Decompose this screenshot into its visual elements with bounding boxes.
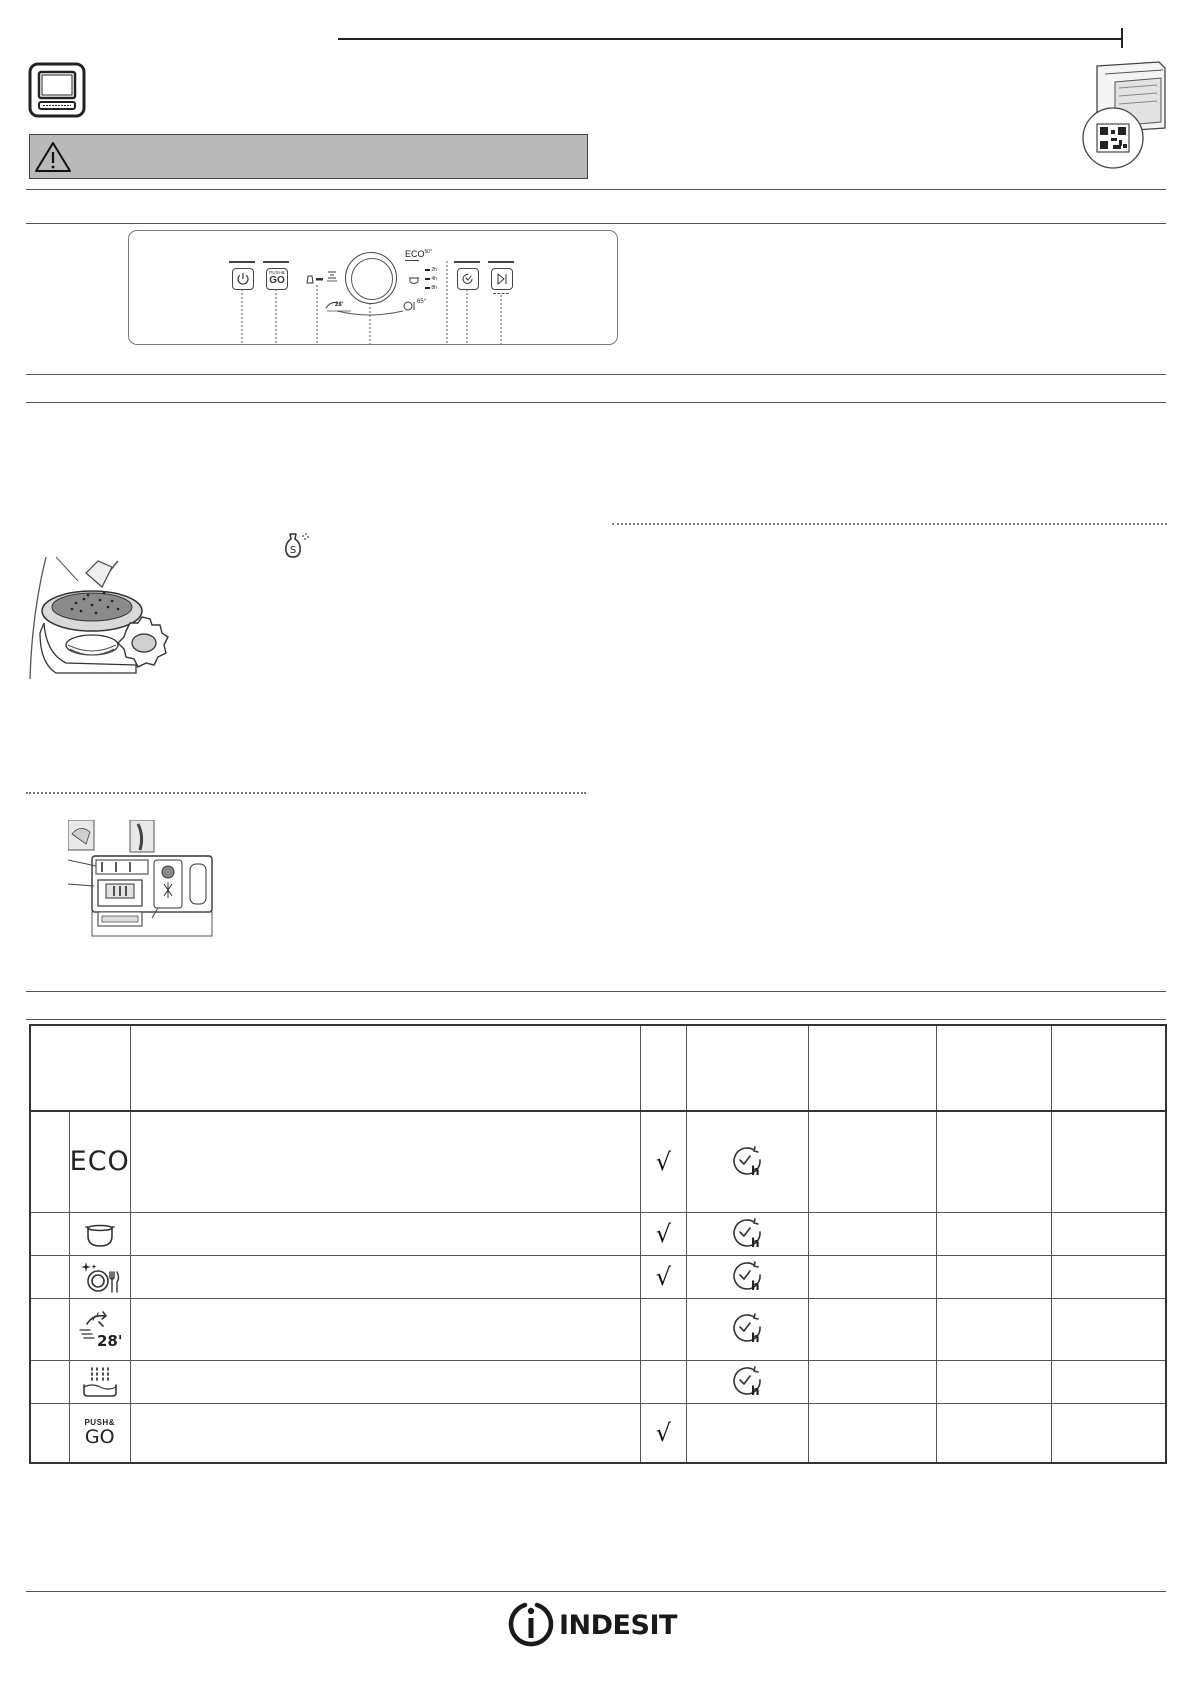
row-number <box>30 1360 69 1403</box>
row-check <box>641 1298 686 1360</box>
dishwasher-qr-icon <box>1075 58 1169 170</box>
row-energy <box>1052 1360 1166 1403</box>
row-check <box>641 1255 686 1298</box>
table-row <box>30 1298 1166 1360</box>
go-group <box>70 1427 130 1447</box>
check-mark: √ <box>655 1219 672 1248</box>
pre-wash-icon <box>69 1360 130 1403</box>
row-delay <box>686 1403 808 1463</box>
eco-text: ECO <box>405 249 425 259</box>
row-water <box>936 1255 1051 1298</box>
section-divider-4 <box>26 402 1166 403</box>
row-water <box>936 1111 1051 1212</box>
row-duration <box>808 1255 936 1298</box>
table-row <box>30 1403 1166 1463</box>
header-rule <box>338 38 1122 40</box>
delay-label-2: 4h <box>431 276 437 282</box>
row-energy <box>1052 1298 1166 1360</box>
row-energy <box>1052 1403 1166 1463</box>
row-energy <box>1052 1111 1166 1212</box>
quick-28-label: 28' <box>335 302 344 308</box>
section-divider-5 <box>26 991 1166 992</box>
section-divider-3 <box>26 374 1166 375</box>
row-water <box>936 1212 1051 1255</box>
delay-start-icon <box>730 1312 764 1346</box>
row-duration <box>808 1298 936 1360</box>
row-description <box>130 1255 640 1298</box>
row-description <box>130 1403 640 1463</box>
row-delay <box>686 1298 808 1360</box>
footer-divider <box>26 1591 1166 1592</box>
dotted-divider-right <box>612 523 1167 525</box>
row-number <box>30 1212 69 1255</box>
warning-triangle-icon <box>34 141 72 173</box>
header-water <box>936 1025 1051 1111</box>
detergent-dispenser-illustration <box>68 820 218 940</box>
row-water <box>936 1298 1051 1360</box>
section-divider-6 <box>26 1019 1166 1020</box>
row-number <box>30 1255 69 1298</box>
header-duration <box>808 1025 936 1111</box>
row-duration <box>808 1403 936 1463</box>
row-duration <box>808 1360 936 1403</box>
delay-label-1: 2h <box>431 267 437 273</box>
svg-text:S: S <box>289 545 297 556</box>
delay-start-icon <box>730 1145 764 1179</box>
section-divider-1 <box>26 189 1166 190</box>
row-check <box>641 1212 686 1255</box>
salt-reservoir-illustration <box>26 553 176 683</box>
header-description <box>130 1025 640 1111</box>
quick-28-label-table: 28' <box>96 1332 123 1348</box>
delay-letter: h <box>751 1278 760 1293</box>
fast-clean-dishes-icon <box>69 1255 130 1298</box>
check-mark: √ <box>655 1418 672 1447</box>
quick-28-icon <box>69 1298 130 1360</box>
program-table <box>29 1024 1167 1464</box>
control-panel <box>128 230 618 345</box>
eco-temp: 50° <box>424 249 433 255</box>
row-description <box>130 1212 640 1255</box>
row-energy <box>1052 1255 1166 1298</box>
delay-start-icon <box>730 1365 764 1399</box>
brand-name: INDESIT <box>559 1609 677 1641</box>
row-delay <box>686 1212 808 1255</box>
delay-letter: h <box>751 1331 760 1345</box>
row-water <box>936 1403 1051 1463</box>
header-program <box>30 1025 130 1111</box>
header-option-2 <box>686 1025 808 1111</box>
row-check <box>641 1403 686 1463</box>
delay-letter: h <box>751 1383 760 1398</box>
delay-start-icon <box>730 1217 764 1251</box>
salt-bottle-icon <box>283 530 309 560</box>
push-and-go-icon <box>69 1403 130 1463</box>
row-water <box>936 1360 1051 1403</box>
delay-letter: h <box>751 1235 760 1250</box>
section-divider-2 <box>26 223 1166 224</box>
row-description <box>130 1360 640 1403</box>
header-energy <box>1052 1025 1166 1111</box>
header-rule-tick <box>1121 28 1123 48</box>
row-check <box>641 1111 686 1212</box>
rinse-temp-label: 65° <box>417 299 427 305</box>
row-energy <box>1052 1212 1166 1255</box>
row-duration <box>808 1212 936 1255</box>
intensive-pot-icon <box>69 1212 130 1255</box>
eco-icon <box>69 1111 130 1212</box>
check-mark: √ <box>655 1262 672 1291</box>
monitor-icon <box>28 62 86 118</box>
push-label-table: PUSH& <box>84 1418 115 1428</box>
row-number <box>30 1298 69 1360</box>
table-header-row <box>30 1025 1166 1111</box>
row-delay <box>686 1360 808 1403</box>
row-delay <box>686 1255 808 1298</box>
delay-label-3: 8h <box>431 285 437 291</box>
table-row <box>30 1360 1166 1403</box>
row-number <box>30 1403 69 1463</box>
table-row <box>30 1255 1166 1298</box>
table-row <box>30 1111 1166 1212</box>
go-label-table: GO <box>84 1426 115 1449</box>
indesit-logo <box>507 1600 687 1650</box>
header-option-1 <box>641 1025 686 1111</box>
row-number <box>30 1111 69 1212</box>
row-check <box>641 1360 686 1403</box>
row-description <box>130 1111 640 1212</box>
row-duration <box>808 1111 936 1212</box>
check-mark: √ <box>655 1147 672 1176</box>
dotted-divider-left <box>26 792 586 794</box>
warning-bar <box>29 134 588 179</box>
delay-start-icon <box>730 1260 764 1294</box>
indesit-logo-mark <box>507 1601 555 1649</box>
table-row <box>30 1212 1166 1255</box>
push-label: PUSH& <box>269 270 285 275</box>
panel-leader-lines <box>129 231 617 344</box>
eco-label: ECO <box>69 1146 130 1178</box>
row-description <box>130 1298 640 1360</box>
go-label: GO <box>269 275 285 286</box>
delay-letter: h <box>751 1163 760 1178</box>
row-delay <box>686 1111 808 1212</box>
